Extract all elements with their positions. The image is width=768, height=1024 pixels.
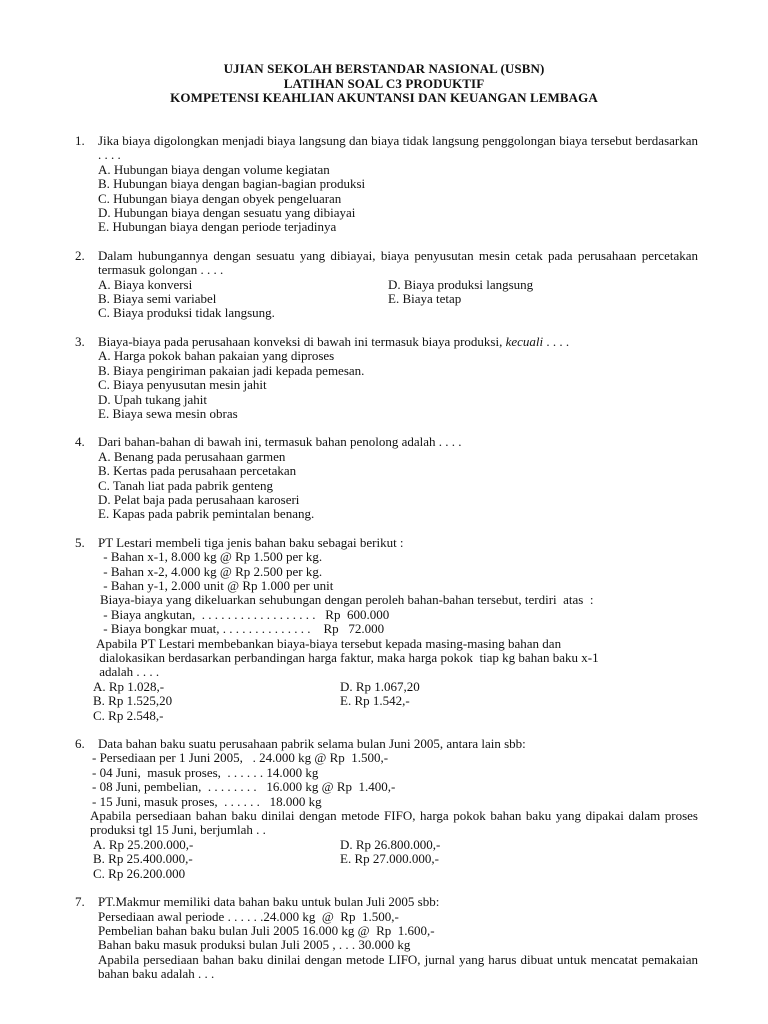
option-c: C. Rp 2.548,- — [93, 707, 164, 723]
question-stem: PT.Makmur memiliki data bahan baku untuk bulan Juli 2005 sbb: — [98, 894, 440, 910]
option-b: B. Biaya pengiriman pakaian jadi kepada pemesan. — [98, 362, 365, 378]
question-paragraph: Apabila persediaan bahan baku dinilai dengan metode FIFO, harga pokok bahan baku yang dipakai dalam proses produksi tgl 15 Juni, berjumlah . . — [90, 808, 698, 838]
question-number: 3. — [75, 333, 85, 349]
option-d: D. Biaya produksi langsung — [388, 276, 534, 292]
option-c: C. Biaya penyusutan mesin jahit — [98, 377, 267, 393]
option-a: A. Benang pada perusahaan garmen — [98, 448, 286, 464]
question-number: 7. — [75, 894, 85, 910]
question-stem: Jika biaya digolongkan menjadi biaya langsung dan biaya tidak langsung penggolongan biaya tersebut berdasarkan . . . . — [98, 133, 698, 163]
cost-item: - Biaya angkutan, . . . . . . . . . . . . . . . . . . Rp 600.000 — [100, 606, 390, 622]
option-c: C. Rp 26.200.000 — [93, 865, 186, 881]
data-item: - 08 Juni, pembelian, . . . . . . . . 16.000 kg @ Rp 1.400,- — [92, 779, 396, 795]
stem-ellipsis: . . . . — [543, 333, 570, 349]
question-number: 4. — [75, 434, 85, 450]
material-item: - Bahan x-1, 8.000 kg @ Rp 1.500 per kg. — [100, 549, 323, 565]
option-grid — [93, 838, 768, 881]
option-e: E. Rp 27.000.000,- — [340, 851, 439, 867]
costs-intro: Biaya-biaya yang dikeluarkan sehubungan dengan peroleh bahan-bahan tersebut, terdiri atas : — [100, 592, 594, 608]
option-c: C. Tanah liat pada pabrik genteng — [98, 477, 274, 493]
option-c: C. Hubungan biaya dengan obyek pengeluaran — [98, 190, 342, 206]
option-a: A. Biaya konversi — [98, 276, 193, 292]
exam-header — [0, 62, 768, 106]
material-item: - Bahan x-2, 4.000 kg @ Rp 2.500 per kg. — [100, 563, 323, 579]
stem-emphasis: kecuali — [505, 333, 544, 349]
question-list — [0, 134, 768, 996]
option-d: D. Rp 26.800.000,- — [340, 836, 441, 852]
question-4 — [0, 435, 768, 521]
data-item: Pembelian bahan baku bulan Juli 2005 16.000 kg @ Rp 1.600,- — [98, 922, 435, 938]
question-stem: Dari bahan-bahan di bawah ini, termasuk bahan penolong adalah . . . . — [98, 434, 462, 450]
option-a: A. Rp 1.028,- — [93, 678, 165, 694]
cost-item: - Biaya bongkar muat, . . . . . . . . . . . . . . Rp 72.000 — [100, 621, 385, 637]
question-number: 5. — [75, 534, 85, 550]
question-stem — [98, 335, 698, 349]
data-item: Bahan baku masuk produksi bulan Juli 2005 , . . . 30.000 kg — [98, 937, 411, 953]
data-item: - 04 Juni, masuk proses, . . . . . . 14.000 kg — [92, 764, 319, 780]
option-d: D. Rp 1.067,20 — [340, 678, 420, 694]
option-b: B. Kertas pada perusahaan percetakan — [98, 463, 297, 479]
data-item: Persediaan awal periode . . . . . .24.000 kg @ Rp 1.500,- — [98, 908, 399, 924]
option-d: D. Pelat baja pada perusahaan karoseri — [98, 491, 300, 507]
question-paragraph: Apabila PT Lestari membebankan biaya-biaya tersebut kepada masing-masing bahan dan — [96, 635, 562, 651]
question-number: 2. — [75, 247, 85, 263]
option-grid — [93, 680, 768, 723]
option-list — [0, 163, 768, 235]
question-6 — [0, 737, 768, 881]
question-stem: Data bahan baku suatu perusahaan pabrik selama bulan Juni 2005, antara lain sbb: — [98, 736, 526, 752]
header-title: UJIAN SEKOLAH BERSTANDAR NASIONAL (USBN) — [223, 61, 545, 76]
option-e: E. Kapas pada pabrik pemintalan benang. — [98, 506, 315, 522]
question-5 — [0, 536, 768, 723]
option-a: A. Hubungan biaya dengan volume kegiatan — [98, 161, 330, 177]
data-item: - Persediaan per 1 Juni 2005, . 24.000 kg @ Rp 1.500,- — [92, 750, 389, 766]
option-d: D. Hubungan biaya dengan sesuatu yang dibiayai — [98, 205, 356, 221]
option-e: E. Rp 1.542,- — [340, 693, 410, 709]
option-e: E. Biaya tetap — [388, 291, 462, 307]
option-e: E. Biaya sewa mesin obras — [98, 405, 238, 421]
question-3 — [0, 335, 768, 421]
question-number: 1. — [75, 133, 85, 148]
question-paragraph: dialokasikan berdasarkan perbandingan harga faktur, maka harga pokok tiap kg bahan baku x-1 — [96, 650, 599, 665]
option-a: A. Rp 25.200.000,- — [93, 836, 194, 852]
option-a: A. Harga pokok bahan pakaian yang diproses — [98, 348, 335, 364]
option-e: E. Hubungan biaya dengan periode terjadinya — [98, 219, 337, 235]
option-b: B. Rp 1.525,20 — [93, 693, 173, 709]
question-7 — [0, 895, 768, 981]
option-b: B. Hubungan biaya dengan bagian-bagian produksi — [98, 176, 366, 192]
question-stem: PT Lestari membeli tiga jenis bahan baku sebagai berikut : — [98, 534, 404, 550]
option-list — [0, 349, 768, 421]
question-2 — [0, 249, 768, 321]
question-stem: Dalam hubungannya dengan sesuatu yang dibiayai, biaya penyusutan mesin cetak pada perusahaan percetakan termasuk golongan . . . . — [98, 247, 698, 278]
material-item: - Bahan y-1, 2.000 unit @ Rp 1.000 per unit — [100, 577, 334, 593]
option-grid — [98, 278, 768, 321]
question-paragraph: adalah . . . . — [96, 664, 160, 680]
option-c: C. Biaya produksi tidak langsung. — [98, 305, 275, 321]
option-b: B. Rp 25.400.000,- — [93, 851, 193, 867]
option-b: B. Biaya semi variabel — [98, 291, 217, 307]
header-competency: KOMPETENSI KEAHLIAN AKUNTANSI DAN KEUANGAN LEMBAGA — [170, 90, 598, 105]
question-number: 6. — [75, 736, 85, 752]
header-subtitle: LATIHAN SOAL C3 PRODUKTIF — [283, 75, 485, 91]
question-paragraph: Apabila persediaan bahan baku dinilai dengan metode LIFO, jurnal yang harus dibuat untuk mencatat pemakaian bahan baku adalah . . . — [98, 951, 698, 982]
option-d: D. Upah tukang jahit — [98, 391, 208, 407]
question-1 — [0, 134, 768, 235]
stem-text: Biaya-biaya pada perusahaan konveksi di bawah ini termasuk biaya produksi, — [98, 333, 506, 349]
data-item: - 15 Juni, masuk proses, . . . . . . 18.000 kg — [92, 793, 322, 809]
option-list — [0, 450, 768, 522]
